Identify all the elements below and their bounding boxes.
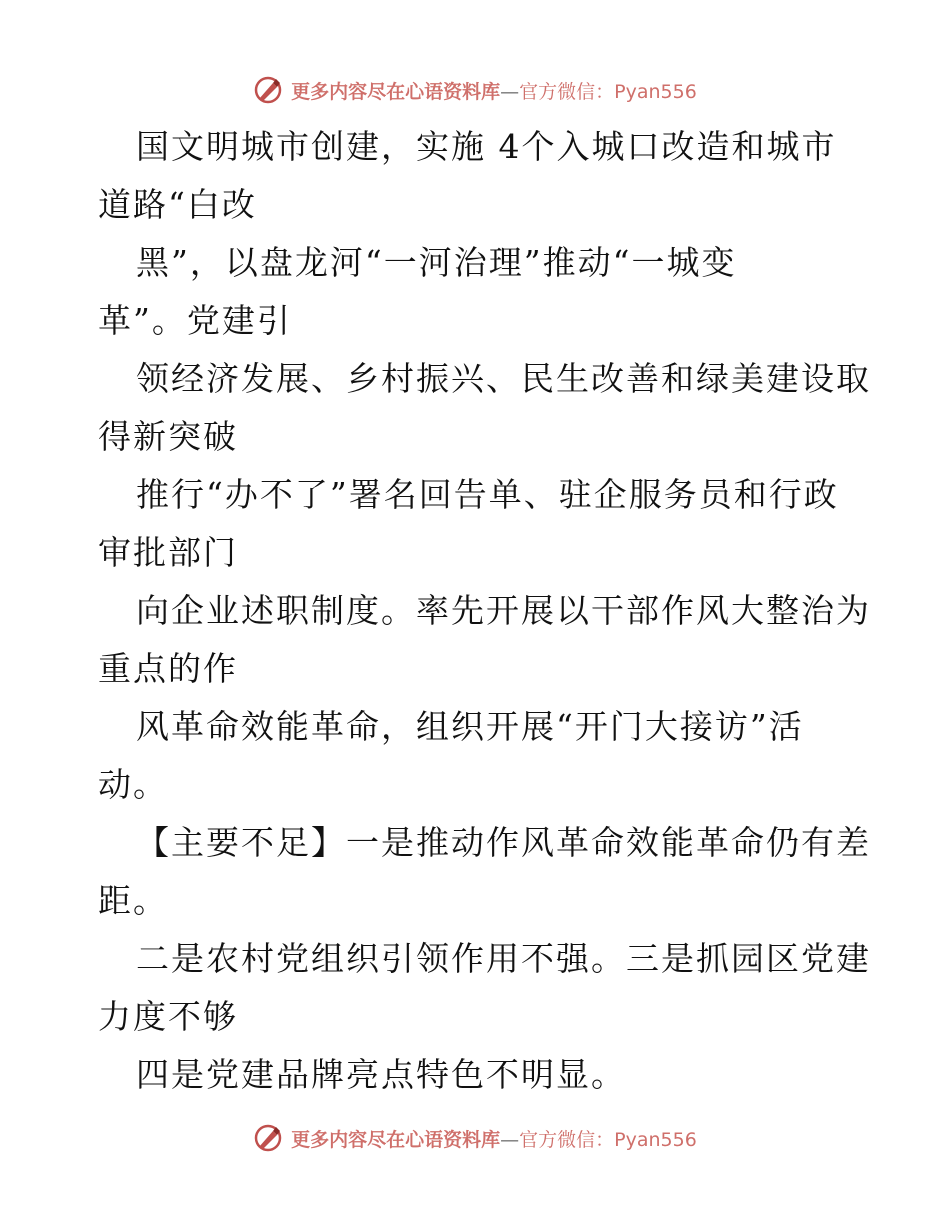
body-line: 向企业述职制度。率先开展以干部作风大整治为 — [136, 591, 871, 630]
pen-logo-icon — [253, 1123, 283, 1153]
body-line: 推行“办不了”署名回告单、驻企服务员和行政 — [136, 475, 839, 514]
body-line: 国文明城市创建，实施 4个入城口改造和城市 — [136, 127, 837, 166]
watermark-contact: 官方微信：Pyan556 — [519, 80, 697, 103]
body-line: 风革命效能革命，组织开展“开门大接访”活 — [136, 707, 804, 746]
body-line: 四是党建品牌亮点特色不明显。 — [136, 1055, 626, 1094]
watermark-separator: — — [500, 80, 520, 103]
body-line: 动。 — [98, 765, 168, 804]
pen-logo-icon — [253, 75, 283, 105]
watermark-brand: 更多内容尽在心语资料库 — [291, 1128, 501, 1151]
document-body — [98, 118, 871, 1104]
body-line: 黑”，以盘龙河“一河治理”推动“一城变 — [136, 243, 737, 282]
body-line: 重点的作 — [98, 649, 238, 688]
body-line: 领经济发展、乡村振兴、民生改善和绿美建设取 — [136, 359, 871, 398]
body-line: 得新突破 — [98, 417, 238, 456]
body-line: 革”。党建引 — [98, 301, 292, 340]
body-line: 道路“白改 — [98, 185, 257, 224]
body-line: 距。 — [98, 881, 168, 920]
footer-watermark — [0, 1118, 950, 1158]
watermark-brand: 更多内容尽在心语资料库 — [291, 80, 501, 103]
watermark-separator: — — [500, 1128, 520, 1151]
body-line: 二是农村党组织引领作用不强。三是抓园区党建 — [136, 939, 871, 978]
body-line: 审批部门 — [98, 533, 238, 572]
watermark-contact: 官方微信：Pyan556 — [519, 1128, 697, 1151]
body-line: 力度不够 — [98, 997, 238, 1036]
body-line: 【主要不足】一是推动作风革命效能革命仍有差 — [136, 823, 871, 862]
header-watermark — [0, 70, 950, 110]
